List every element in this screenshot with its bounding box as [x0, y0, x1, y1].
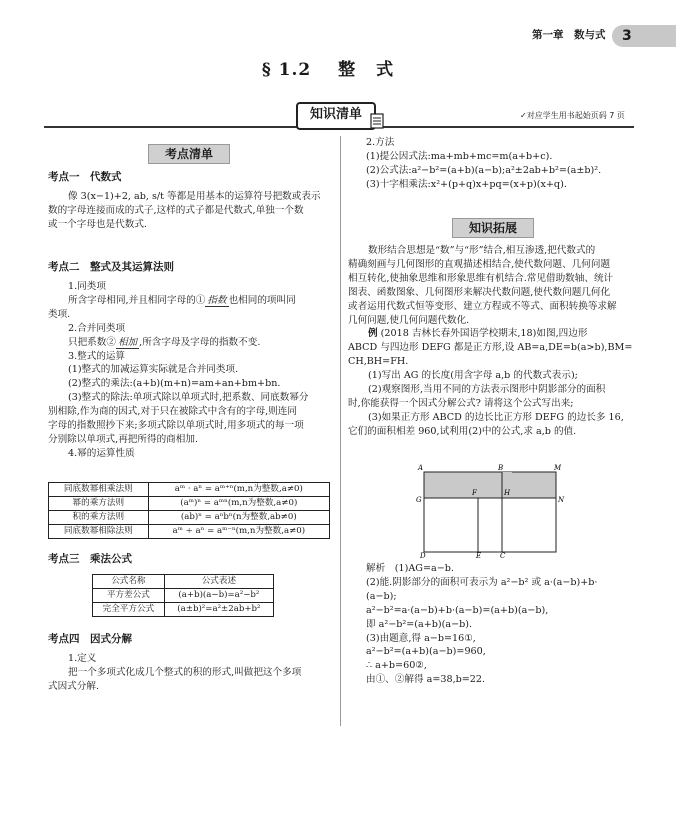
- section-title-text: 整 式: [338, 60, 395, 80]
- label-E: E: [476, 552, 482, 558]
- factor-methods: 2.方法 (1)提公因式法:ma+mb+mc=m(a+b+c). (2)公式法:a²−b²=(a+b)(a−b);a²±2ab+b²=(a±b)². (3)十字相乘法:x²+(p+q)x+pq=(x+p)(x+q).: [366, 137, 602, 190]
- section-number: § 1.2: [261, 60, 312, 80]
- table-row: 平方差公式 (a+b)(a−b)=a²−b²: [93, 589, 274, 603]
- k2-body: 1.同类项 所含字母相同,并且相同字母的① 指数 也相同的项叫同 类项. 2.合并同类项 只把系数② 相加 ,所含字母及字母的指数不变. 3.整式的运算 (1)整式的加减运算实际就是合并同类项. (2)整式的乘法:(a+b)(m+n)=am+an+bm+bn. (3)整式的除法:单项式除以单项式时,把系数、同底数幂分 别相除,作为商的因式,对于只在被除式中含有的字母,则连同 字母的指数照抄下来;多项式除以单项式时,用多项式的每一项 分别除以单项式,再把所得的商相加. 4.幂的运算性质: [48, 281, 309, 459]
- formula-table: [92, 574, 274, 617]
- chapter-header: 第一章 数与式: [532, 29, 606, 41]
- k2-heading: 考点二 整式及其运算法则: [48, 261, 174, 273]
- table-header-row: 公式名称 公式表述: [93, 575, 274, 589]
- blank-2: 相加: [117, 336, 138, 348]
- solution: 解析 (1)AG=a−b. (2)能.阴影部分的面积可表示为 a²−b² 或 a·(a−b)+b· (a−b); a²−b²=a·(a−b)+b·(a−b)=(a+b)(a−b), 即 a²−b²=(a+b)(a−b). (3)由题意,得 a−b=16①, a²−b²=(a+b)(a−b)=960, ∴ a+b=60②, 由①、②解得 a=38,b=22.: [366, 563, 598, 686]
- ribbon-tuozhan: 知识拓展: [452, 218, 534, 238]
- page-number: 3: [612, 25, 676, 47]
- label-H: H: [504, 489, 511, 497]
- label-M: M: [554, 464, 562, 472]
- column-divider: [340, 136, 341, 726]
- k4-heading: 考点四 因式分解: [48, 633, 132, 645]
- extension-text: 数形结合思想是“数”与“形”结合,相互渗透,把代数式的 精确刻画与几何图形的直观描述相结合,使代数问题、几何问题 相互转化,使抽象思维和形象思维有机结合.常见借助数轴、统计 图表、函数图象、几何图形来解决代数问题,使代数问题几何化 或者运用代数式恒等变形、建立方程或不等式、面积转换等求解 几何问题,使几何问题代数化. 例 (2018 吉林长春外国语学校期末,18)如图,四边形 ABCD 与四边形 DEFG 都是正方形,设 AB=a,DE=b(a>b),BM= CH,BH=FH. (1)写出 AG 的长度(用含字母 a,b 的代数式表示); (2)观察图形,当用不同的方法表示图形中阴影部分的面积 时,你能获得一个因式分解公式? 请将这个公式写出来; (3)如果正方形 ABCD 的边长比正方形 DEFG 的边长多 16, 它们的面积相差 960,试利用(2)中的公式,求 a,b 的值.: [348, 245, 633, 437]
- blank-1: 指数: [207, 294, 227, 306]
- check-icon: ✓: [520, 111, 527, 120]
- notebook-icon: [370, 112, 386, 130]
- page-ref: ✓对应学生用书起始页码 7 页: [520, 111, 625, 120]
- power-rules-table: [48, 482, 330, 539]
- k3-heading: 考点三 乘法公式: [48, 553, 132, 565]
- ribbon-kaodian: 考点清单: [148, 144, 230, 164]
- k1-body: 像 3(x−1)+2, ab, s/t 等都是用基本的运算符号把数或表示 数的字母连接而成的式子,这样的式子都是代数式,单独一个数 或一个字母也是代数式.: [48, 191, 321, 230]
- table-row: 完全平方公式 (a±b)²=a²±2ab+b²: [93, 603, 274, 617]
- label-A: A: [418, 464, 424, 472]
- table-row: 积的乘方法则 (ab)ⁿ = aⁿbⁿ(n为整数,ab≠0): [49, 511, 330, 525]
- table-row: 同底数幂相乘法则 aᵐ · aⁿ = aᵐ⁺ⁿ(m,n为整数,a≠0): [49, 483, 330, 497]
- label-D: D: [420, 552, 426, 558]
- label-G: G: [416, 496, 422, 504]
- section-title: [0, 58, 676, 83]
- table-row: 幂的乘方法则 (aᵐ)ⁿ = aᵐⁿ(m,n为整数,a≠0): [49, 497, 330, 511]
- square-figure: [410, 462, 570, 558]
- label-F: F: [472, 489, 477, 497]
- table-row: 同底数幂相除法则 aᵐ ÷ aⁿ = aᵐ⁻ⁿ(m,n为整数,a≠0): [49, 525, 330, 539]
- label-B: B: [498, 464, 504, 472]
- shaded-left: [424, 472, 512, 498]
- label-N: N: [558, 496, 565, 504]
- k1-heading: 考点一 代数式: [48, 171, 122, 183]
- k4-body: 1.定义 把一个多项式化成几个整式的积的形式,叫做把这个多项 式因式分解.: [48, 653, 302, 692]
- label-C: C: [500, 552, 506, 558]
- example-tag: 例: [368, 328, 378, 340]
- knowledge-list-banner: 知识清单: [296, 102, 376, 130]
